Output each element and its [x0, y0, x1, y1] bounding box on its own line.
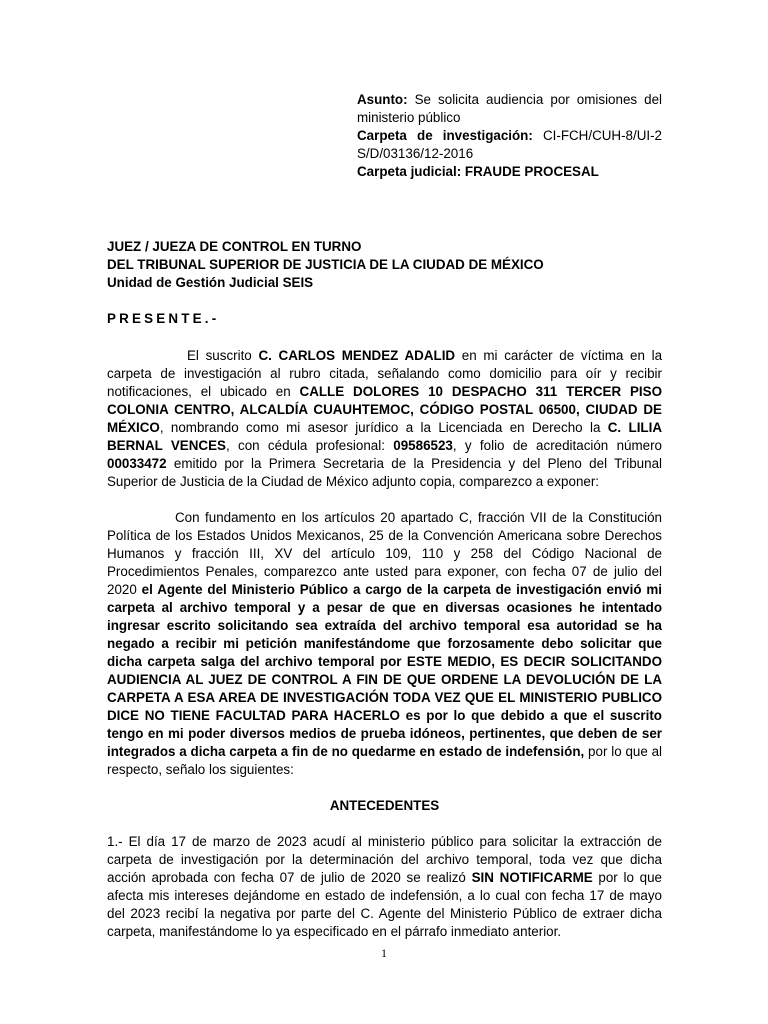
text-run: emitido por la Primera Secretaria de la Presidencia y del Pleno del Tribunal Superior de Justicia de la Ciudad de México adjunto copia, comparezco a exponer: — [107, 456, 662, 489]
document-body — [107, 347, 662, 959]
text-run: Con fundamento en los artículos 20 apartado C, fracción VII de la Constitución Política de los Estados Unidos Mexicanos, 25 de la Convención Americana sobre Derechos Humanos y fracción III, XV del artículo 109, 110 y 258 del Código Nacional de Procedimientos Penales, comparezco ante usted para exponer, con fecha 07 de julio del 2020 — [107, 510, 662, 597]
addressee-line-3: Unidad de Gestión Judicial SEIS — [107, 275, 314, 290]
lawyer-name: C. LILIA BERNAL VENCES — [107, 420, 662, 453]
text-run: en mi carácter de víctima en la carpeta de investigación al rubro citada, señalando como domicilio para oír y recibir notificaciones, el ubicado en — [107, 348, 663, 399]
paragraph-fundamentos — [107, 509, 662, 779]
addressee-line-1: JUEZ / JUEZA DE CONTROL EN TURNO — [107, 239, 362, 254]
carpeta-investigacion-label: Carpeta de investigación: — [357, 128, 533, 143]
cedula-number: 09586523 — [393, 438, 453, 453]
carpeta-investigacion-text: CI-FCH/CUH-8/UI-2 S/D/03136/12-2016 — [357, 128, 663, 161]
text-run: El suscrito — [187, 348, 259, 363]
bold-statement: SIN NOTIFICARME — [471, 870, 593, 885]
carpeta-judicial-label: Carpeta judicial: — [357, 164, 462, 179]
paragraph-antecedente-1 — [107, 833, 662, 941]
text-run: , y folio de acreditación número — [452, 438, 662, 453]
carpeta-judicial-line — [357, 163, 662, 181]
antecedentes-heading: ANTECEDENTES — [329, 798, 440, 813]
victim-name: C. CARLOS MENDEZ ADALID — [258, 348, 456, 363]
folio-number: 00033472 — [107, 456, 167, 471]
asunto-label: Asunto: — [357, 92, 408, 107]
carpeta-judicial-text: FRAUDE PROCESAL — [461, 164, 599, 179]
text-run: 1.- El día 17 de marzo de 2023 acudí al ministerio público para solicitar la extracción de carpeta de investigación por la determinación del archivo temporal, toda vez que dicha acción aprobada con fecha 07 de julio de 2020 se realizó — [107, 834, 662, 885]
asunto-text: Se solicita audiencia por omisiones del ministerio público — [357, 92, 662, 125]
address: CALLE DOLORES 10 DESPACHO 311 TERCER PISO COLONIA CENTRO, ALCALDÍA CUAUHTEMOC, CÓDIGO POSTAL 06500, CIUDAD DE MÉXICO — [107, 384, 662, 435]
addressee-line-2: DEL TRIBUNAL SUPERIOR DE JUSTICIA DE LA CIUDAD DE MÉXICO — [107, 257, 544, 272]
text-run: , nombrando como mi asesor jurídico a la Licenciada en Derecho la — [159, 420, 608, 435]
text-run: por lo que al respecto, señalo los siguientes: — [107, 744, 663, 777]
carpeta-investigacion-line — [357, 127, 662, 163]
paragraph-introduction — [107, 347, 662, 491]
page-number: 1 — [381, 946, 387, 960]
bold-statement: el Agente del Ministerio Público a cargo de la carpeta de investigación envió mi carpeta al archivo temporal y a pesar de que en diversas ocasiones he intentado ingresar escrito solicitando sea extraída del archivo temporal esa autoridad se ha negado a recibir mi petición manifestándome que forzosamente debo solicitar que dicha carpeta salga del archivo temporal por ESTE MEDIO, ES DECIR SOLICITANDO AUDIENCIA AL JUEZ DE CONTROL A FIN DE QUE ORDENE LA DEVOLUCIÓN DE LA CARPETA A ESA AREA DE INVESTIGACIÓN TODA VEZ QUE EL MINISTERIO PUBLICO DICE NO TIENE FACULTAD PARA HACERLO es por lo que debido a que el suscrito tengo en mi poder diversos medios de prueba idóneos, pertinentes, que deben de ser integrados a dicha carpeta a fin de no quedarme en estado de indefensión, — [107, 582, 662, 759]
text-run: , con cédula profesional: — [225, 438, 394, 453]
presente-heading: PRESENTE.- — [107, 311, 220, 326]
subject-block — [357, 91, 662, 181]
asunto-line — [357, 91, 662, 127]
text-run: por lo que afecta mis intereses dejándome en estado de indefensión, a lo cual con fecha 17 de mayo del 2023 recibí la negativa por parte del C. Agente del Ministerio Público de extraer dicha carpeta, manifestándome lo ya especificado en el párrafo inmediato anterior. — [107, 870, 662, 939]
addressee-block — [107, 238, 663, 292]
